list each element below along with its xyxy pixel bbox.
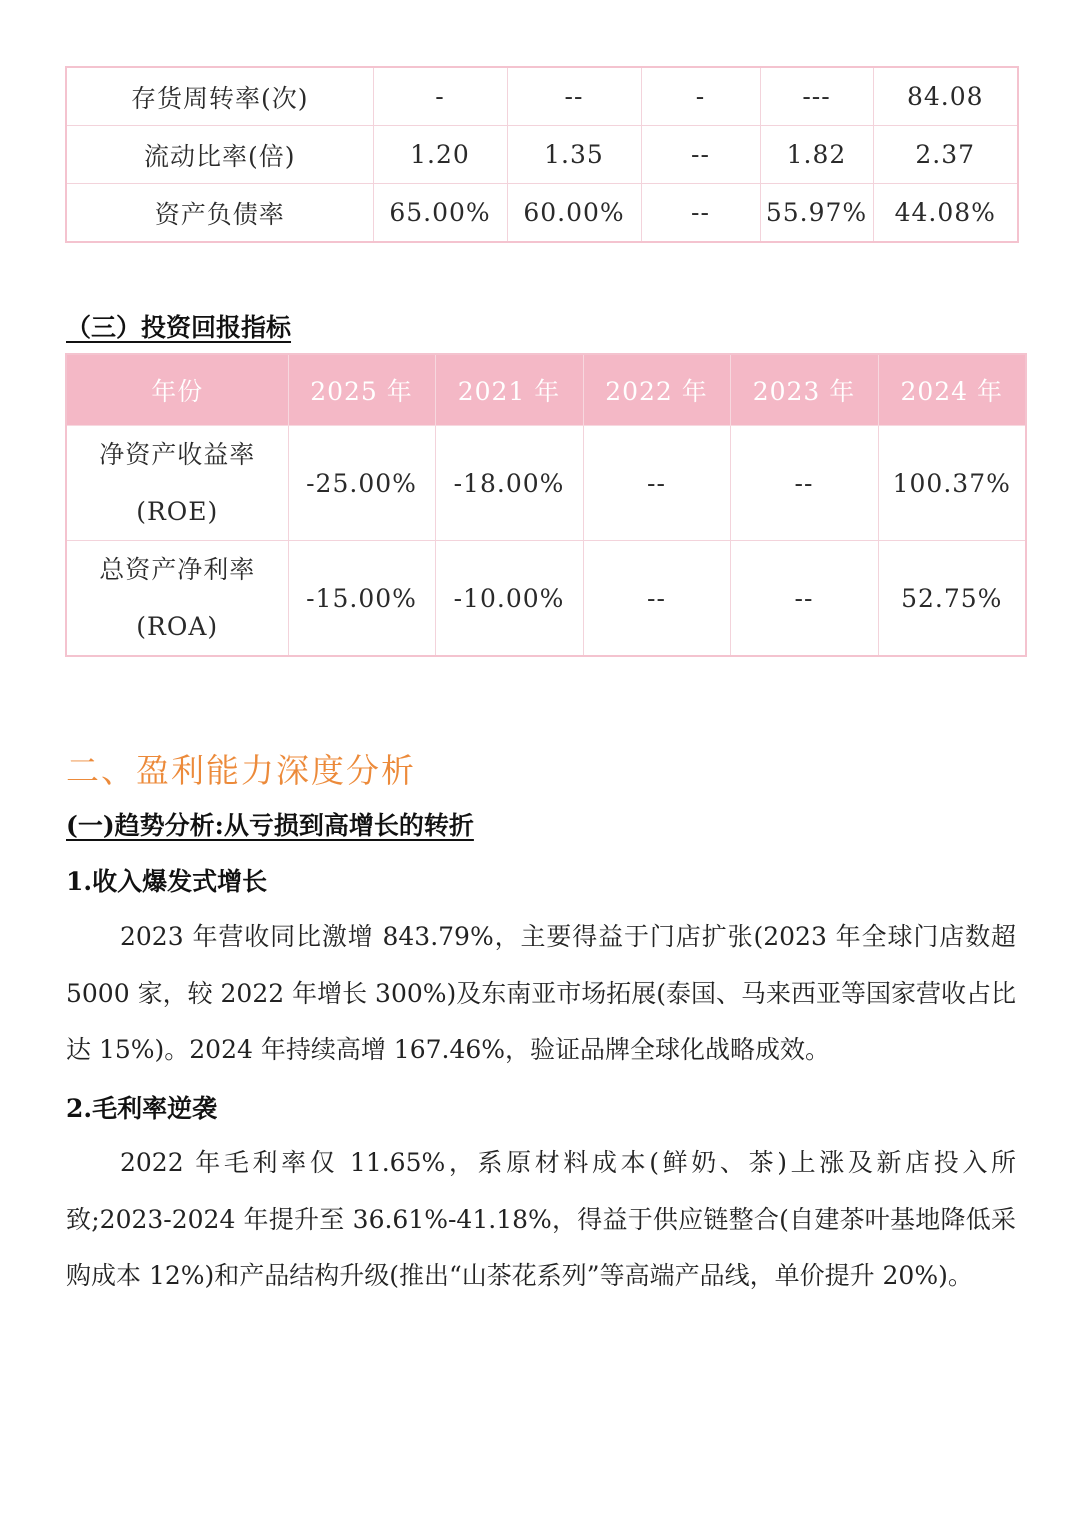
table-header-row (66, 354, 1026, 426)
table-cell: -25.00% (288, 426, 435, 541)
table-row (66, 126, 1018, 184)
table-cell: -18.00% (435, 426, 583, 541)
section-title-profitability: 二、盈利能力深度分析 (66, 751, 416, 790)
row-label-line: (ROA) (136, 612, 219, 641)
section-heading-investment-return: （三）投资回报指标 (66, 313, 292, 342)
column-header: 年份 (66, 354, 288, 426)
row-label: 流动比率(倍) (66, 126, 373, 184)
table-cell: 100.37% (878, 426, 1026, 541)
table-row (66, 541, 1026, 657)
row-label (66, 426, 288, 541)
column-header: 2024 年 (878, 354, 1026, 426)
table-cell: - (641, 67, 760, 126)
row-label: 资产负债率 (66, 184, 373, 243)
table-cell: 65.00% (373, 184, 507, 243)
table-cell: -10.00% (435, 541, 583, 657)
row-label (66, 541, 288, 657)
table-cell: -- (730, 541, 878, 657)
table-row (66, 184, 1018, 243)
table-row (66, 426, 1026, 541)
table-cell: 44.08% (873, 184, 1018, 243)
table-cell: -- (583, 426, 730, 541)
table-cell: 60.00% (507, 184, 641, 243)
table-cell: -- (730, 426, 878, 541)
table-cell: 55.97% (760, 184, 873, 243)
table-cell: 52.75% (878, 541, 1026, 657)
item-heading-revenue: 1.收入爆发式增长 (66, 867, 268, 896)
table-cell: -- (583, 541, 730, 657)
column-header: 2025 年 (288, 354, 435, 426)
column-header: 2023 年 (730, 354, 878, 426)
liquidity-table (65, 66, 1019, 243)
table-cell: 1.82 (760, 126, 873, 184)
column-header: 2021 年 (435, 354, 583, 426)
table-cell: -- (507, 67, 641, 126)
column-header: 2022 年 (583, 354, 730, 426)
item-heading-gross-margin: 2.毛利率逆袭 (66, 1094, 218, 1123)
table-cell: --- (760, 67, 873, 126)
table-cell: 1.35 (507, 126, 641, 184)
row-label-line: 净资产收益率 (99, 440, 256, 469)
table-row (66, 67, 1018, 126)
paragraph-revenue: 2023 年营收同比激增 843.79%，主要得益于门店扩张(2023 年全球门店数超 5000 家，较 2022 年增长 300%)及东南亚市场拓展(泰国、马来西亚等国家营收占比达 15%)。2024 年持续高增 167.46%，验证品牌全球化战略成效。 (66, 922, 1017, 1065)
table-cell: 1.20 (373, 126, 507, 184)
table-cell: 84.08 (873, 67, 1018, 126)
table-cell: 2.37 (873, 126, 1018, 184)
paragraph-gross-margin: 2022 年毛利率仅 11.65%，系原材料成本(鲜奶、茶)上涨及新店投入所致;2023-2024 年提升至 36.61%-41.18%，得益于供应链整合(自建茶叶基地降低采购成本 12%)和产品结构升级(推出“山茶花系列”等高端产品线，单价提升 20%)。 (66, 1148, 1016, 1291)
row-label-line: 总资产净利率 (99, 555, 256, 584)
subsection-heading-trend: (一)趋势分析:从亏损到高增长的转折 (66, 811, 474, 840)
table-cell: -15.00% (288, 541, 435, 657)
row-label: 存货周转率(次) (66, 67, 373, 126)
investment-return-table (65, 353, 1027, 657)
table-cell: -- (641, 126, 760, 184)
table-cell: - (373, 67, 507, 126)
table-cell: -- (641, 184, 760, 243)
row-label-line: (ROE) (136, 497, 219, 526)
